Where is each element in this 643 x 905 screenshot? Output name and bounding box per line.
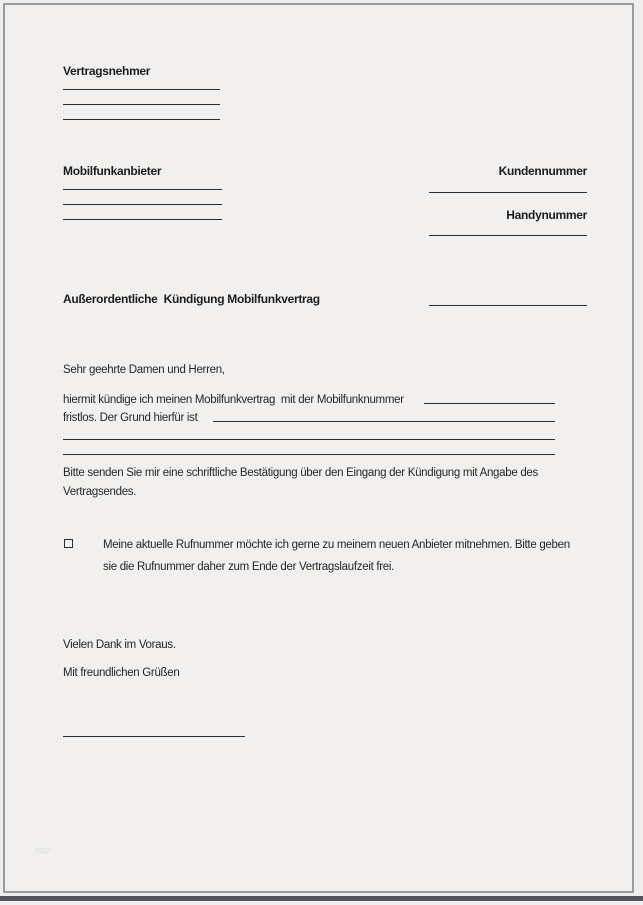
- provider-fill-line-3[interactable]: [63, 219, 222, 220]
- phone-number-fill-line[interactable]: [429, 235, 587, 236]
- reason-fill-line-3[interactable]: [63, 454, 555, 455]
- recipient-fill-line-1[interactable]: [63, 89, 220, 90]
- recipient-fill-line-3[interactable]: [63, 119, 220, 120]
- phone-number-label: Handynummer: [506, 208, 587, 222]
- recipient-fill-line-2[interactable]: [63, 104, 220, 105]
- closing-regards: Mit freundlichen Grüßen: [63, 667, 180, 679]
- reason-fill-line-2[interactable]: [63, 439, 555, 440]
- date-fill-line[interactable]: [429, 305, 587, 306]
- provider-fill-line-2[interactable]: [63, 204, 222, 205]
- closing-thanks: Vielen Dank im Voraus.: [63, 639, 176, 651]
- recipient-label: Vertragsnehmer: [63, 64, 151, 78]
- watermark-text: http: [35, 846, 51, 855]
- customer-number-fill-line[interactable]: [429, 192, 587, 193]
- confirmation-request: Bitte senden Sie mir eine schriftliche Bestätigung über den Eingang der Kündigung mit Angabe des Vertragsendes.: [63, 467, 541, 498]
- signature-fill-line[interactable]: [63, 736, 245, 737]
- salutation: Sehr geehrte Damen und Herren,: [63, 364, 225, 376]
- mobile-number-fill-line[interactable]: [424, 403, 555, 404]
- customer-number-label: Kundennummer: [498, 164, 587, 178]
- page-frame: [3, 3, 634, 893]
- subject-line: Außerordentliche Kündigung Mobilfunkvertrag: [63, 292, 320, 306]
- provider-fill-line-1[interactable]: [63, 189, 222, 190]
- page-bottom-edge: [0, 896, 643, 901]
- porting-checkbox[interactable]: [64, 539, 73, 548]
- body-line2-prefix: fristlos. Der Grund hierfür ist: [63, 412, 198, 424]
- reason-fill-line-1[interactable]: [213, 421, 555, 422]
- porting-checkbox-label: Meine aktuelle Rufnummer möchte ich gerne zu meinem neuen Anbieter mitnehmen. Bitte geben sie die Rufnummer daher zum Ende der Vertragslaufzeit frei.: [103, 539, 573, 573]
- body-line1: hiermit kündige ich meinen Mobilfunkvertrag mit der Mobilfunknummer: [63, 394, 404, 406]
- provider-label: Mobilfunkanbieter: [63, 164, 162, 178]
